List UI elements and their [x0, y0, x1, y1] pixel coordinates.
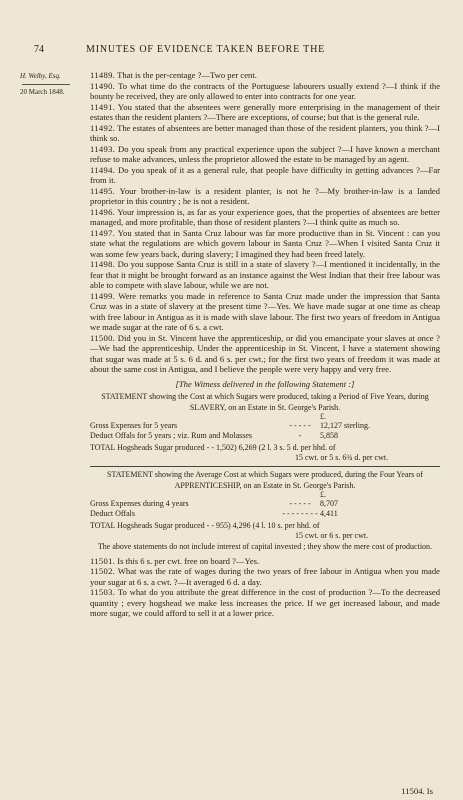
statement-total: TOTAL Hogsheads Sugar produced - - 955) 4,296 (4 l. 10 s. per hhd. of 15 cwt. or 6 s. per cwt. [90, 521, 369, 540]
paragraph [90, 291, 440, 333]
paragraph-number: 11493. [90, 143, 116, 154]
sidenote-date: 20 March 1848. [20, 88, 65, 96]
paragraph [90, 333, 440, 375]
paragraph-text: That is the per-centage ?—Two per cent. [117, 70, 257, 80]
paragraph-text: The estates of absentees are better managed than those of the resident planters, you think ?—I think so. [90, 122, 440, 143]
paragraph-text: Were remarks you made in reference to Santa Cruz made under the impression that Santa Cruz was in a state of slavery at the present time ?—Yes. We have made sugar at one time as cheap with free labour in Antigua as it is made with slave labour. The first two years of freedom in Antigua we made sugar at the rate of 6 s. a cwt. [90, 290, 440, 332]
paragraph [90, 81, 440, 102]
paragraph-number: 11503. [90, 587, 116, 597]
paragraph-text: To what time do the contracts of the Portuguese labourers usually extend ?—I think if the bounty be received, they are only allowed to enter into contracts for one year. [90, 80, 441, 101]
statement-caption: [The Witness delivered in the following Statement :] [175, 378, 355, 389]
statement-title: STATEMENT showing the Cost at which Sugars were produced, taking a Period of Five Years, during SLAVERY, on an Estate in St. George's Parish. [101, 392, 429, 412]
paragraph-text: Is this 6 s. per cwt. free on board ?—Yes. [117, 555, 260, 566]
statement-row: Deduct Offals - - - - - - - - 4,411 [90, 508, 338, 518]
paragraph-number: 11492. [90, 122, 116, 133]
sidenote-name: H. Welby, Esq. [20, 72, 61, 80]
catchword: 11504. Is [401, 786, 433, 796]
paragraph-text: Do you suppose Santa Cruz is still in a state of slavery ?—I mentioned it incidentally, in the fear that it might be brought forward as an instance against the West Indian that their free labour was able to compete with slave labour, while we are not. [90, 259, 440, 290]
paragraph-text: To what do you attribute the great difference in the cost of production ?—To the decreased quantity ; every hogshead we make less increases the price. If we get increased labour, and made more sugar, we could afford to sell it at a lower price. [90, 587, 441, 618]
paragraph-number: 11490. [90, 80, 116, 91]
divider [90, 466, 440, 467]
page-number: 74 [34, 44, 44, 55]
sidenote-rule [22, 84, 70, 85]
paragraph [90, 587, 440, 619]
currency-symbol: £. [320, 412, 326, 421]
paragraph [90, 228, 440, 260]
paragraph-number: 11501. [90, 555, 116, 566]
statement-slavery [90, 392, 440, 462]
paragraph-number: 11495. [90, 185, 116, 196]
body-text [90, 70, 440, 619]
paragraph-text: You stated that the absentees were generally more enterprising in the management of their estates than the resident planters ?—There are exceptions, of course; but that is the general rule. [90, 101, 440, 122]
paragraph [90, 165, 440, 186]
statement-note: The above statements do not include interest of capital invested ; they show the mere cost of production. [97, 542, 433, 551]
statement-title: STATEMENT showing the Average Cost at which Sugars were produced, during the Four Years of APPRENTICESHIP, on an Estate in St. George's Parish. [107, 470, 423, 490]
statement-row: Deduct Offals for 5 years ; viz. Rum and Molasses - 5,858 [90, 430, 338, 440]
paragraph-text: Do you speak of it as a general rule, that people have difficulty in getting advances ?—Far from it. [90, 164, 440, 185]
statement-apprenticeship [90, 470, 440, 552]
paragraph-text: Did you in St. Vincent have the apprenticeship, or did you emancipate your slaves at once ?—We had the apprenticeship. Under the apprenticeship in St. Vincent, I have a statement showing that sugar was made at 5 s. 6 d. and 6 s. per cwt.; for the first two years of freedom it was made at about the same cost in Antigua, and I believe the people were very happy and very free. [90, 332, 440, 374]
paragraph-text: Your impression is, as far as your experience goes, that the properties of absentees are better managed, and more profitable, than those of resident planters ?—I think quite as much so. [90, 206, 440, 227]
paragraph-text: What was the rate of wages during the two years of free labour in Antigua when you made your sugar at 6 s. a cwt. ?—It averaged 6 d. a day. [90, 566, 440, 587]
paragraph [90, 556, 440, 567]
paragraph-number: 11500. [90, 332, 116, 343]
paragraph-number: 11498. [90, 259, 116, 269]
statement-total: TOTAL Hogsheads Sugar produced - - 1,502) 6,269 (2 l. 3 s. 5 d. per hhd. of 15 cwt. or 5 s. 6¾ d. per cwt. [90, 443, 389, 462]
paragraph-number: 11489. [90, 70, 116, 80]
paragraph [90, 144, 440, 165]
paragraph [90, 207, 440, 228]
paragraph-number: 11491. [90, 101, 116, 112]
paragraph [90, 566, 440, 587]
paragraph [90, 259, 440, 291]
statement-row: Gross Expenses for 5 years - - - - - 12,127 sterling. [90, 421, 370, 430]
paragraph-number: 11502. [90, 566, 116, 576]
paragraph [90, 102, 440, 123]
paragraph [90, 123, 440, 144]
paragraph-number: 11494. [90, 164, 116, 175]
paragraph-number: 11496. [90, 206, 116, 217]
paragraph [90, 186, 440, 207]
paragraph-text: Your brother-in-law is a resident planter, is not he ?—My brother-in-law is a landed proprietor in this country ; he is not a resident. [90, 185, 440, 206]
paragraph-text: You stated that in Santa Cruz labour was far more productive than in St. Vincent : can you state what the regulations are which govern labour in Santa Cruz ?—When I visited Santa Cruz it was some few years back, during slavery; I imagined they had been freed lately. [90, 227, 440, 259]
paragraph-number: 11497. [90, 227, 116, 238]
paragraph-number: 11499. [90, 290, 116, 301]
paragraph-text: Do you speak from any practical experience upon the subject ?—I have known a merchant refuse to make advances, unless the proprietor allowed the estate to be managed by an agent. [90, 143, 440, 164]
statement-row: Gross Expenses during 4 years - - - - - 8,707 [90, 499, 338, 508]
paragraph [90, 70, 440, 81]
header-title: MINUTES OF EVIDENCE TAKEN BEFORE THE [86, 44, 326, 55]
currency-symbol: £. [320, 490, 326, 499]
